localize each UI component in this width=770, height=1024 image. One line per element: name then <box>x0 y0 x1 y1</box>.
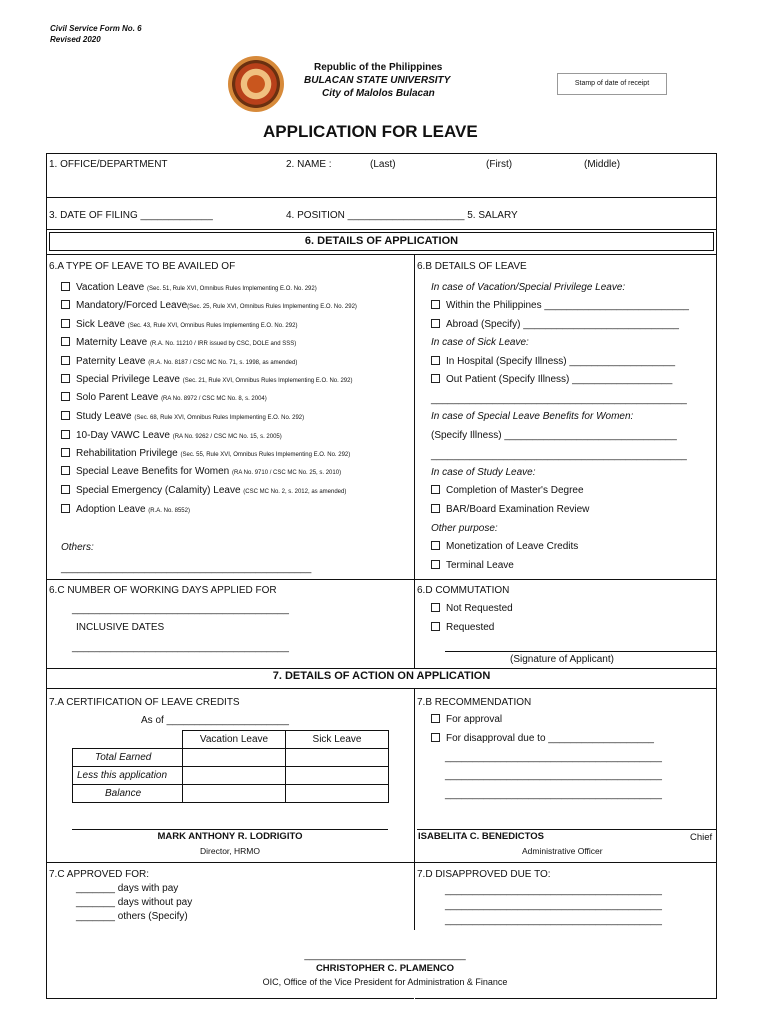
checkbox[interactable] <box>61 374 70 383</box>
in-hospital[interactable]: In Hospital (Specify Illness) ___________________ <box>431 356 675 367</box>
study-heading: In case of Study Leave: <box>431 467 536 478</box>
leave-option[interactable]: Rehabilitation Privilege (Sec. 55, Rule XVI, Omnibus Rules Implementing E.O. No. 292) <box>61 448 350 459</box>
leave-option[interactable]: Mandatory/Forced Leave(Sec. 25, Rule XVI, Omnibus Rules Implementing E.O. No. 292) <box>61 300 357 311</box>
masters-degree[interactable]: Completion of Master's Degree <box>431 485 584 496</box>
leave-option[interactable]: Vacation Leave (Sec. 51, Rule XVI, Omnibus Rules Implementing E.O. No. 292) <box>61 282 317 293</box>
checkbox[interactable] <box>431 541 440 550</box>
for-approval[interactable]: For approval <box>431 714 502 725</box>
table-cell[interactable] <box>183 749 286 767</box>
recommendation-line[interactable]: _______________________________________ <box>445 789 662 800</box>
as-of-line[interactable]: As of ______________________ <box>141 715 289 726</box>
disapproved-line[interactable]: _______________________________________ <box>445 900 662 911</box>
divider <box>46 254 717 255</box>
checkbox[interactable] <box>61 356 70 365</box>
applicant-signature[interactable]: (Signature of Applicant) <box>510 654 614 665</box>
working-days-line[interactable]: _______________________________________ <box>72 604 289 615</box>
not-requested[interactable]: Not Requested <box>431 603 513 614</box>
hrmo-name: MARK ANTHONY R. LODRIGITO <box>157 831 303 842</box>
bar-review[interactable]: BAR/Board Examination Review <box>431 504 589 515</box>
out-patient[interactable]: Out Patient (Specify Illness) __________________ <box>431 374 672 385</box>
inclusive-dates-label: INCLUSIVE DATES <box>76 622 165 633</box>
checkbox[interactable] <box>431 504 440 513</box>
abroad[interactable]: Abroad (Specify) ____________________________ <box>431 319 679 330</box>
row-less-application: Less this application <box>73 767 183 785</box>
leave-option[interactable]: Special Privilege Leave (Sec. 21, Rule XVI, Omnibus Rules Implementing E.O. No. 292) <box>61 374 352 385</box>
recommender-title: Administrative Officer <box>522 846 603 856</box>
recommender-name: ISABELITA C. BENEDICTOS <box>418 831 544 842</box>
checkbox[interactable] <box>61 466 70 475</box>
leave-credits-table <box>72 730 389 803</box>
table-cell[interactable] <box>286 785 389 803</box>
table-corner <box>73 731 183 749</box>
vacation-heading: In case of Vacation/Special Privilege Leave: <box>431 282 626 293</box>
checkbox[interactable] <box>431 319 440 328</box>
divider <box>46 688 717 689</box>
divider <box>46 579 717 580</box>
divider <box>46 668 717 669</box>
divider <box>46 862 717 863</box>
row-balance: Balance <box>73 785 183 803</box>
recommendation-heading: 7.B RECOMMENDATION <box>417 697 532 708</box>
recommender-chief: Chief <box>690 832 713 843</box>
stamp-box[interactable]: Stamp of date of receipt <box>557 73 667 95</box>
checkbox[interactable] <box>431 356 440 365</box>
recommendation-line[interactable]: _______________________________________ <box>445 752 662 763</box>
checkbox[interactable] <box>61 337 70 346</box>
checkbox[interactable] <box>61 392 70 401</box>
recommendation-line[interactable]: _______________________________________ <box>445 770 662 781</box>
checkbox[interactable] <box>431 733 440 742</box>
checkbox[interactable] <box>61 282 70 291</box>
row-total-earned: Total Earned <box>73 749 183 767</box>
disapproved-line[interactable]: _______________________________________ <box>445 915 662 926</box>
checkbox[interactable] <box>61 319 70 328</box>
checkbox[interactable] <box>61 448 70 457</box>
checkbox[interactable] <box>61 504 70 513</box>
leave-option[interactable]: Special Emergency (Calamity) Leave (CSC MC No. 2, s. 2012, as amended) <box>61 485 346 496</box>
office-department-label[interactable]: 1. OFFICE/DEPARTMENT <box>49 159 168 170</box>
leave-option[interactable]: Sick Leave (Sec. 43, Rule XVI, Omnibus Rules Implementing E.O. No. 292) <box>61 319 297 330</box>
table-cell[interactable] <box>183 785 286 803</box>
for-disapproval[interactable]: For disapproval due to ___________________ <box>431 733 654 744</box>
days-with-pay[interactable]: _______ days with pay <box>76 883 179 894</box>
checkbox[interactable] <box>61 485 70 494</box>
days-without-pay[interactable]: _______ days without pay <box>76 897 193 908</box>
others-line[interactable]: _____________________________________________ <box>61 563 312 574</box>
specify-illness[interactable]: (Specify Illness) _______________________________ <box>431 430 677 441</box>
leave-option[interactable]: Paternity Leave (R.A. No. 8187 / CSC MC No. 71, s. 1998, as amended) <box>61 356 297 367</box>
university-seal-icon <box>228 56 284 112</box>
signature-line <box>445 651 717 652</box>
approved-for-heading: 7.C APPROVED FOR: <box>49 869 150 880</box>
header-republic: Republic of the Philippines <box>314 62 443 73</box>
terminal-leave[interactable]: Terminal Leave <box>431 560 514 571</box>
final-approver-name: CHRISTOPHER C. PLAMENCO <box>315 963 455 974</box>
table-cell[interactable] <box>183 767 286 785</box>
leave-option[interactable]: Adoption Leave (R.A. No. 8552) <box>61 504 190 515</box>
position-salary[interactable]: 4. POSITION _____________________ 5. SALARY <box>286 210 518 221</box>
checkbox[interactable] <box>431 714 440 723</box>
requested[interactable]: Requested <box>431 622 494 633</box>
checkbox[interactable] <box>61 300 70 309</box>
divider <box>414 254 415 668</box>
name-label[interactable]: 2. NAME : <box>286 159 332 170</box>
table-cell[interactable] <box>286 767 389 785</box>
signature-line <box>72 829 388 830</box>
checkbox[interactable] <box>431 622 440 631</box>
header-city: City of Malolos Bulacan <box>322 88 435 99</box>
divider <box>46 229 717 230</box>
blank-line[interactable]: ______________________________________________ <box>431 394 687 405</box>
women-heading: In case of Special Leave Benefits for Women: <box>431 411 634 422</box>
sick-heading: In case of Sick Leave: <box>431 337 529 348</box>
type-of-leave-heading: 6.A TYPE OF LEAVE TO BE AVAILED OF <box>49 261 236 272</box>
others-specify[interactable]: _______ others (Specify) <box>76 911 188 922</box>
leave-option[interactable]: Study Leave (Sec. 68, Rule XVI, Omnibus Rules Implementing E.O. No. 292) <box>61 411 304 422</box>
form-number: Civil Service Form No. 6 <box>50 24 142 33</box>
other-purpose-heading: Other purpose: <box>431 523 498 534</box>
checkbox[interactable] <box>431 560 440 569</box>
form-title: APPLICATION FOR LEAVE <box>263 122 478 141</box>
within-philippines[interactable]: Within the Philippines __________________________ <box>431 300 689 311</box>
col-vacation: Vacation Leave <box>183 731 286 749</box>
divider <box>46 197 717 198</box>
certification-heading: 7.A CERTIFICATION OF LEAVE CREDITS <box>49 697 240 708</box>
leave-option[interactable]: Solo Parent Leave (RA No. 8972 / CSC MC No. 8, s. 2004) <box>61 392 267 403</box>
commutation-heading: 6.D COMMUTATION <box>417 585 510 596</box>
checkbox[interactable] <box>61 430 70 439</box>
disapproved-heading: 7.D DISAPPROVED DUE TO: <box>417 869 551 880</box>
table-cell[interactable] <box>286 749 389 767</box>
others-label: Others: <box>61 542 94 553</box>
disapproved-line[interactable]: _______________________________________ <box>445 885 662 896</box>
monetization[interactable]: Monetization of Leave Credits <box>431 541 578 552</box>
checkbox[interactable] <box>431 374 440 383</box>
section-7-title: 7. DETAILS OF ACTION ON APPLICATION <box>272 670 491 682</box>
leave-option[interactable]: 10-Day VAWC Leave (RA No. 9262 / CSC MC No. 15, s. 2005) <box>61 430 282 441</box>
form-revision: Revised 2020 <box>50 35 101 44</box>
blank-line[interactable]: ______________________________________________ <box>431 450 687 461</box>
header-university: BULACAN STATE UNIVERSITY <box>304 75 451 86</box>
date-of-filing[interactable]: 3. DATE OF FILING _____________ <box>49 210 213 221</box>
final-approver-title: OIC, Office of the Vice President for Administration & Finance <box>262 977 508 987</box>
checkbox[interactable] <box>61 411 70 420</box>
leave-option[interactable]: Maternity Leave (R.A. No. 11210 / IRR issued by CSC, DOLE and SSS) <box>61 337 296 348</box>
section-6-title: 6. DETAILS OF APPLICATION <box>49 232 714 251</box>
name-last: (Last) <box>370 159 396 170</box>
signature-line <box>417 829 717 830</box>
leave-option[interactable]: Special Leave Benefits for Women (RA No. 9710 / CSC MC No. 25, s. 2010) <box>61 466 341 477</box>
checkbox[interactable] <box>431 485 440 494</box>
col-sick: Sick Leave <box>286 731 389 749</box>
details-of-leave-heading: 6.B DETAILS OF LEAVE <box>417 261 527 272</box>
name-middle: (Middle) <box>584 159 621 170</box>
final-signature-line[interactable]: _____________________________ <box>304 950 466 961</box>
working-days-heading: 6.C NUMBER OF WORKING DAYS APPLIED FOR <box>49 585 277 596</box>
checkbox[interactable] <box>431 300 440 309</box>
checkbox[interactable] <box>431 603 440 612</box>
name-first: (First) <box>486 159 513 170</box>
inclusive-dates-line[interactable]: _______________________________________ <box>72 642 289 653</box>
hrmo-title: Director, HRMO <box>200 846 260 856</box>
